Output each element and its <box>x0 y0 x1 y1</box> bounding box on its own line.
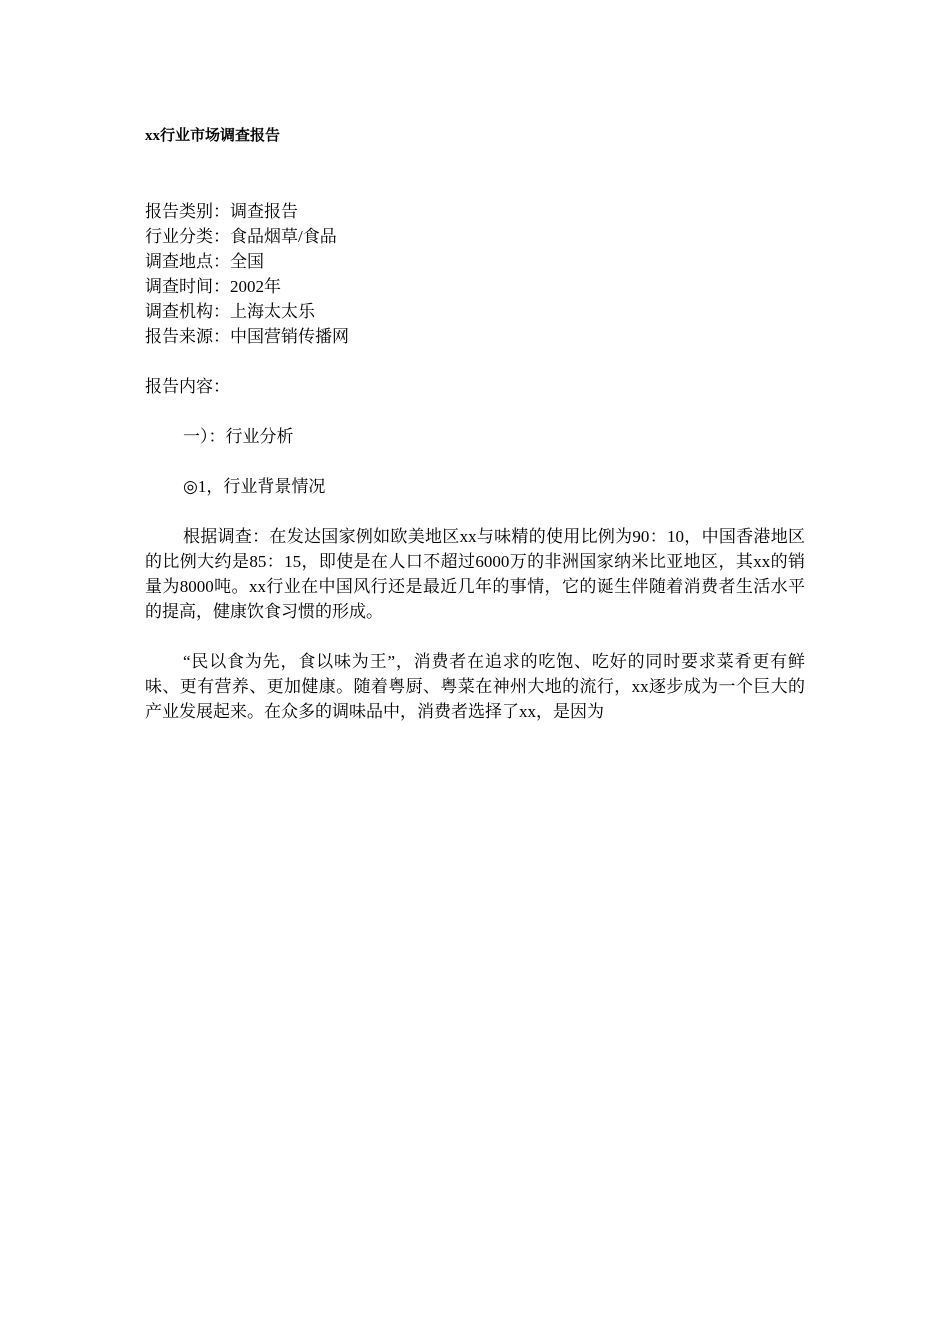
meta-report-category: 报告类别：调查报告 <box>145 202 298 221</box>
subsection-heading: ◎1，行业背景情况 <box>183 477 326 496</box>
report-meta-block <box>145 199 349 349</box>
section-heading: 一）：行业分析 <box>183 427 294 446</box>
body-paragraph: 根据调查：在发达国家例如欧美地区xx与味精的使用比例为90：10，中国香港地区的比例大约是85：15，即使是在人口不超过6000万的非洲国家纳米比亚地区，其xx的销量为8000吨。xx行业在中国风行还是最近几年的事情，它的诞生伴随着消费者生活水平的提高，健康饮食习惯的形成。 <box>145 527 805 621</box>
body-paragraph: “民以食为先，食以味为王”，消费者在追求的吃饱、吃好的同时要求菜肴更有鲜味、更有营养、更加健康。随着粤厨、粤菜在神州大地的流行，xx逐步成为一个巨大的产业发展起来。在众多的调味品中，消费者选择了xx，是因为 <box>145 652 805 721</box>
report-content-label: 报告内容： <box>145 377 230 396</box>
meta-survey-location: 调查地点：全国 <box>145 252 264 271</box>
meta-survey-organization: 调查机构：上海太太乐 <box>145 302 315 321</box>
meta-report-source: 报告来源：中国营销传播网 <box>145 327 349 346</box>
meta-survey-time: 调查时间：2002年 <box>145 277 281 296</box>
meta-industry-category: 行业分类：食品烟草/食品 <box>145 227 337 246</box>
report-title: xx行业市场调查报告 <box>145 128 281 144</box>
